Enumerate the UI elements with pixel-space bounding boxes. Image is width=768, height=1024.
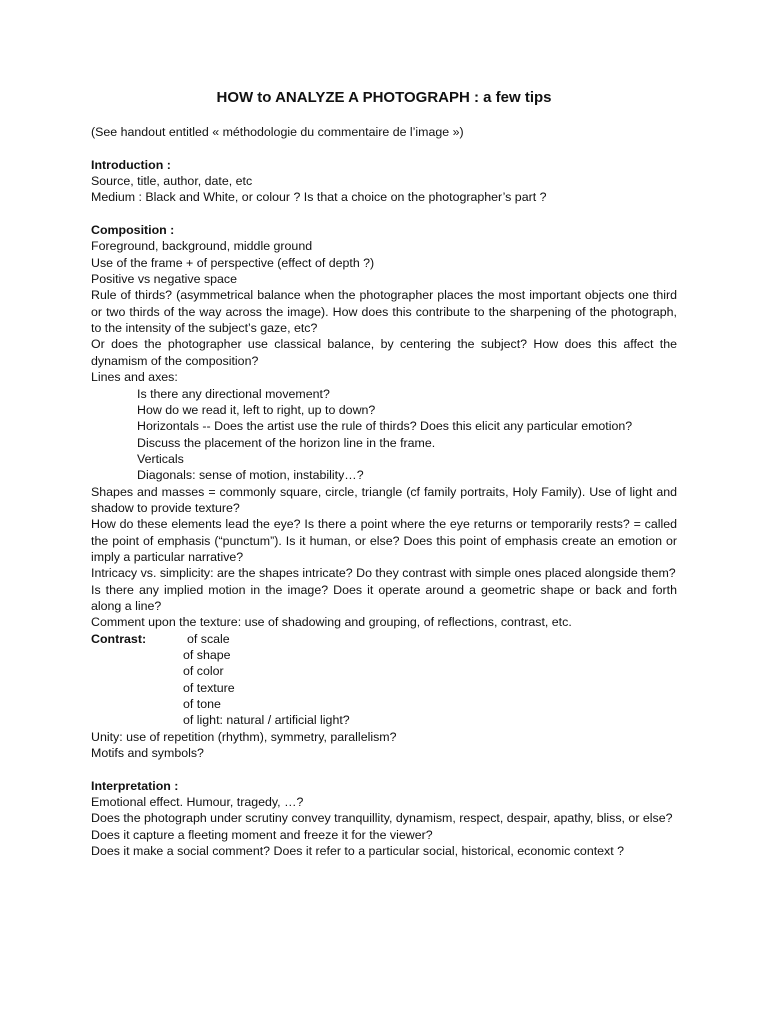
- lines-and-axes-list: [91, 386, 677, 484]
- document-body: [91, 124, 677, 859]
- contrast-item: of color: [183, 664, 224, 679]
- contrast-item: of scale: [187, 631, 230, 646]
- contrast-item: of tone: [183, 697, 221, 712]
- composition-line: Foreground, background, middle ground: [91, 239, 313, 254]
- composition-line: Unity: use of repetition (rhythm), symmetry, parallelism?: [91, 729, 397, 744]
- indented-line: Diagonals: sense of motion, instability…?: [137, 468, 364, 483]
- interpretation-heading: Interpretation :: [91, 778, 179, 793]
- composition-line: Rule of thirds? (asymmetrical balance when the photographer places the most important objects one third or two thirds of the way across the image). How does this contribute to the sharpening of the photograph, to the intensity of the subject’s gaze, etc?: [91, 288, 677, 336]
- contrast-item: of light: natural / artificial light?: [183, 713, 350, 728]
- interpretation-section: [91, 778, 677, 860]
- indented-line: Is there any directional movement?: [137, 386, 330, 401]
- spacer: [91, 206, 677, 222]
- introduction-heading: Introduction :: [91, 157, 171, 172]
- document-title: HOW to ANALYZE A PHOTOGRAPH : a few tips: [216, 89, 552, 106]
- composition-line: Positive vs negative space: [91, 272, 238, 287]
- composition-line: Comment upon the texture: use of shadowing and grouping, of reflections, contrast, etc.: [91, 615, 572, 630]
- indented-line: Discuss the placement of the horizon line in the frame.: [137, 435, 436, 450]
- introduction-line: Source, title, author, date, etc: [91, 174, 253, 189]
- composition-line: Intricacy vs. simplicity: are the shapes intricate? Do they contrast with simple ones placed alongside them?: [91, 566, 676, 581]
- handout-note: (See handout entitled « méthodologie du commentaire de l’image »): [91, 125, 464, 139]
- composition-line: Or does the photographer use classical balance, by centering the subject? How does this affect the dynamism of the composition?: [91, 337, 677, 368]
- spacer: [91, 761, 677, 777]
- introduction-line: Medium : Black and White, or colour ? Is that a choice on the photographer’s part ?: [91, 190, 547, 205]
- composition-section: [91, 222, 677, 761]
- interpretation-line: Does the photograph under scrutiny convey tranquillity, dynamism, respect, despair, apathy, bliss, or else?: [91, 811, 673, 826]
- introduction-section: [91, 157, 677, 206]
- spacer: [91, 140, 677, 156]
- interpretation-line: Does it capture a fleeting moment and freeze it for the viewer?: [91, 827, 433, 842]
- interpretation-line: Does it make a social comment? Does it refer to a particular social, historical, economic context ?: [91, 844, 625, 859]
- contrast-item: of shape: [183, 648, 231, 662]
- composition-line: Use of the frame + of perspective (effect of depth ?): [91, 255, 375, 270]
- composition-line: How do these elements lead the eye? Is there a point where the eye returns or temporarily rests? = called the point of emphasis (“punctum”). Is it human, or else? Does this point of emphasis create an emotion or imply a particular narrative?: [91, 517, 677, 564]
- contrast-row: [91, 631, 677, 647]
- contrast-label: Contrast:: [91, 631, 147, 646]
- composition-line: Is there any implied motion in the image? Does it operate around a geometric shape or back and forth along a line?: [91, 582, 677, 613]
- interpretation-line: Emotional effect. Humour, tragedy, …?: [91, 795, 304, 810]
- indented-line: How do we read it, left to right, up to down?: [137, 402, 376, 417]
- composition-line: Shapes and masses = commonly square, circle, triangle (cf family portraits, Holy Family). Use of light and shadow to provide texture?: [91, 484, 677, 515]
- composition-line: Lines and axes:: [91, 370, 178, 385]
- composition-line: Motifs and symbols?: [91, 746, 204, 761]
- indented-line: Verticals: [137, 451, 184, 466]
- composition-heading: Composition :: [91, 223, 175, 238]
- indented-line: Horizontals -- Does the artist use the rule of thirds? Does this elicit any particular emotion?: [137, 419, 633, 434]
- contrast-item: of texture: [183, 680, 235, 695]
- contrast-list: [91, 631, 677, 729]
